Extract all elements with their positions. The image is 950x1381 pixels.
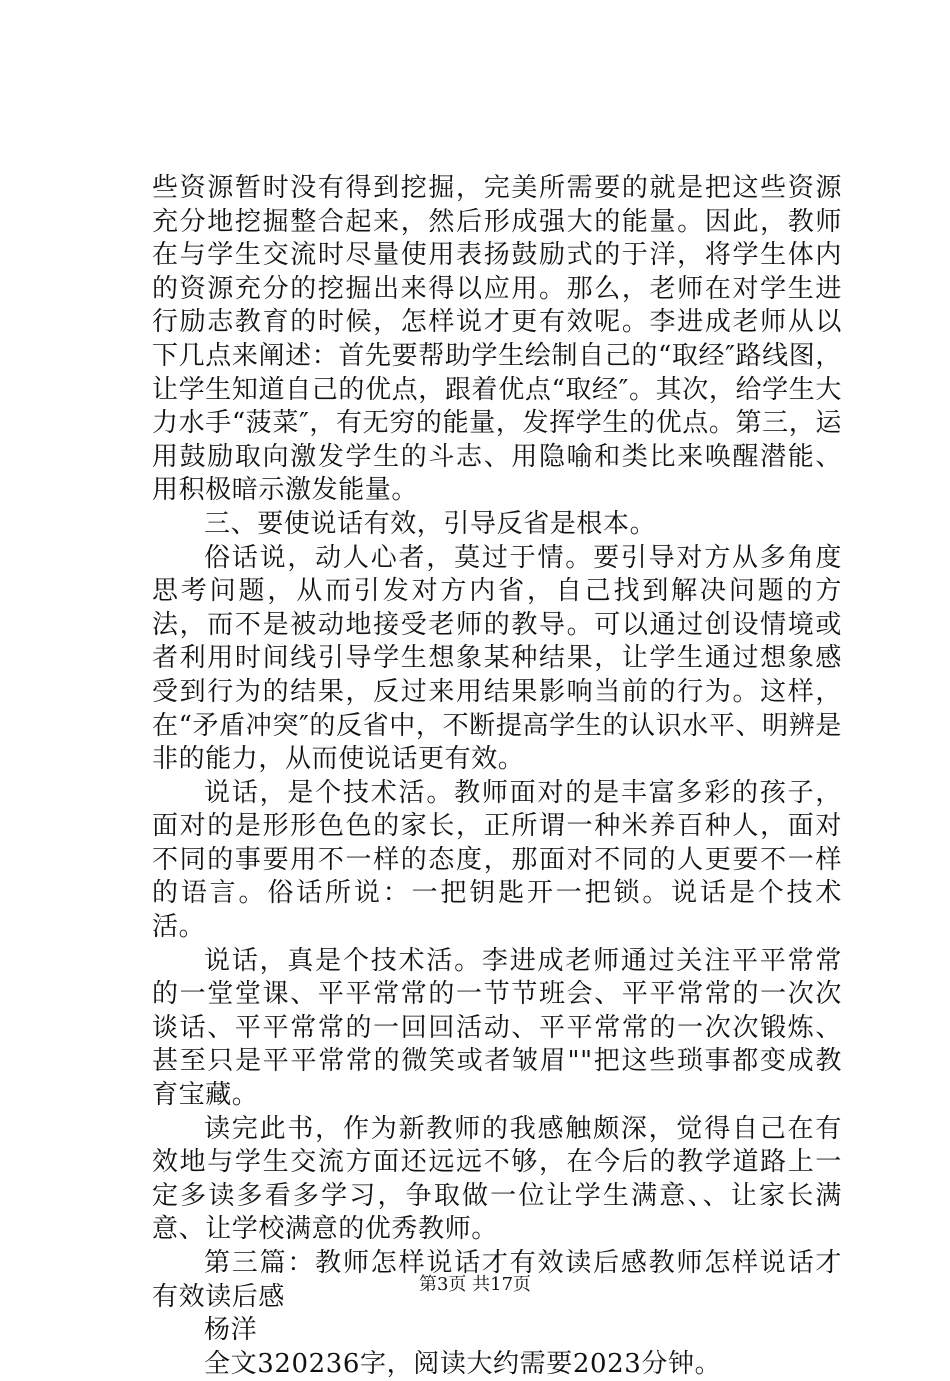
section-heading: 三、要使说话有效，引导反省是根本。 (204, 508, 657, 539)
paragraph: 说话，真是个技术活。李进成老师通过关注平平常常的一堂堂课、平平常常的一节节班会、平平常常的一次次谈话、平平常常的一回回活动、平平常常的一次次锻炼、甚至只是平平常常的微笑或者皱眉""把这些琐事都变成教育宝藏。 (152, 945, 842, 1111)
author-name: 杨洋 (204, 1315, 258, 1346)
document-body (152, 172, 842, 1381)
chapter-title: 第三篇：教师怎样说话才有效读后感教师怎样说话才有效读后感 (152, 1248, 842, 1312)
paragraph: 俗话说，动人心者，莫过于情。要引导对方从多角度思考问题，从而引发对方内省，自己找到解决问题的方法，而不是被动地接受老师的教导。可以通过创设情境或者利用时间线引导学生想象某种结果，让学生通过想象感受到行为的结果，反过来用结果影响当前的行为。这样，在“矛盾冲突″的反省中，不断提高学生的认识水平、明辨是非的能力，从而使说话更有效。 (152, 542, 842, 775)
paragraph: 说话，是个技术活。教师面对的是丰富多彩的孩子，面对的是形形色色的家长，正所谓一种米养百种人，面对不同的事要用不一样的态度，那面对不同的人更要不一样的语言。俗话所说：一把钥匙开一把锁。说话是个技术活。 (152, 777, 842, 943)
page-number-footer: 第3页 共17页 (418, 1274, 532, 1295)
paragraph: 读完此书，作为新教师的我感触颇深，觉得自己在有效地与学生交流方面还远远不够，在今后的教学道路上一定多读多看多学习，争取做一位让学生满意、、让家长满意、让学校满意的优秀教师。 (152, 1113, 842, 1245)
reading-info: 全文320236字，阅读大约需要2023分钟。 (204, 1348, 722, 1379)
paragraph-continuation: 些资源暂时没有得到挖掘，完美所需要的就是把这些资源充分地挖掘整合起来，然后形成强大的能量。因此，教师在与学生交流时尽量使用表扬鼓励式的于洋，将学生体内的资源充分的挖掘出来得以应用。那么，老师在对学生进行励志教育的时候，怎样说才更有效呢。李进成老师从以下几点来阐述：首先要帮助学生绘制自己的“取经″路线图，让学生知道自己的优点，跟着优点“取经″。其次，给学生大力水手“菠菜″，有无穷的能量，发挥学生的优点。第三，运用鼓励取向激发学生的斗志、用隐喻和类比来唤醒潜能、用积极暗示激发能量。 (152, 173, 842, 506)
